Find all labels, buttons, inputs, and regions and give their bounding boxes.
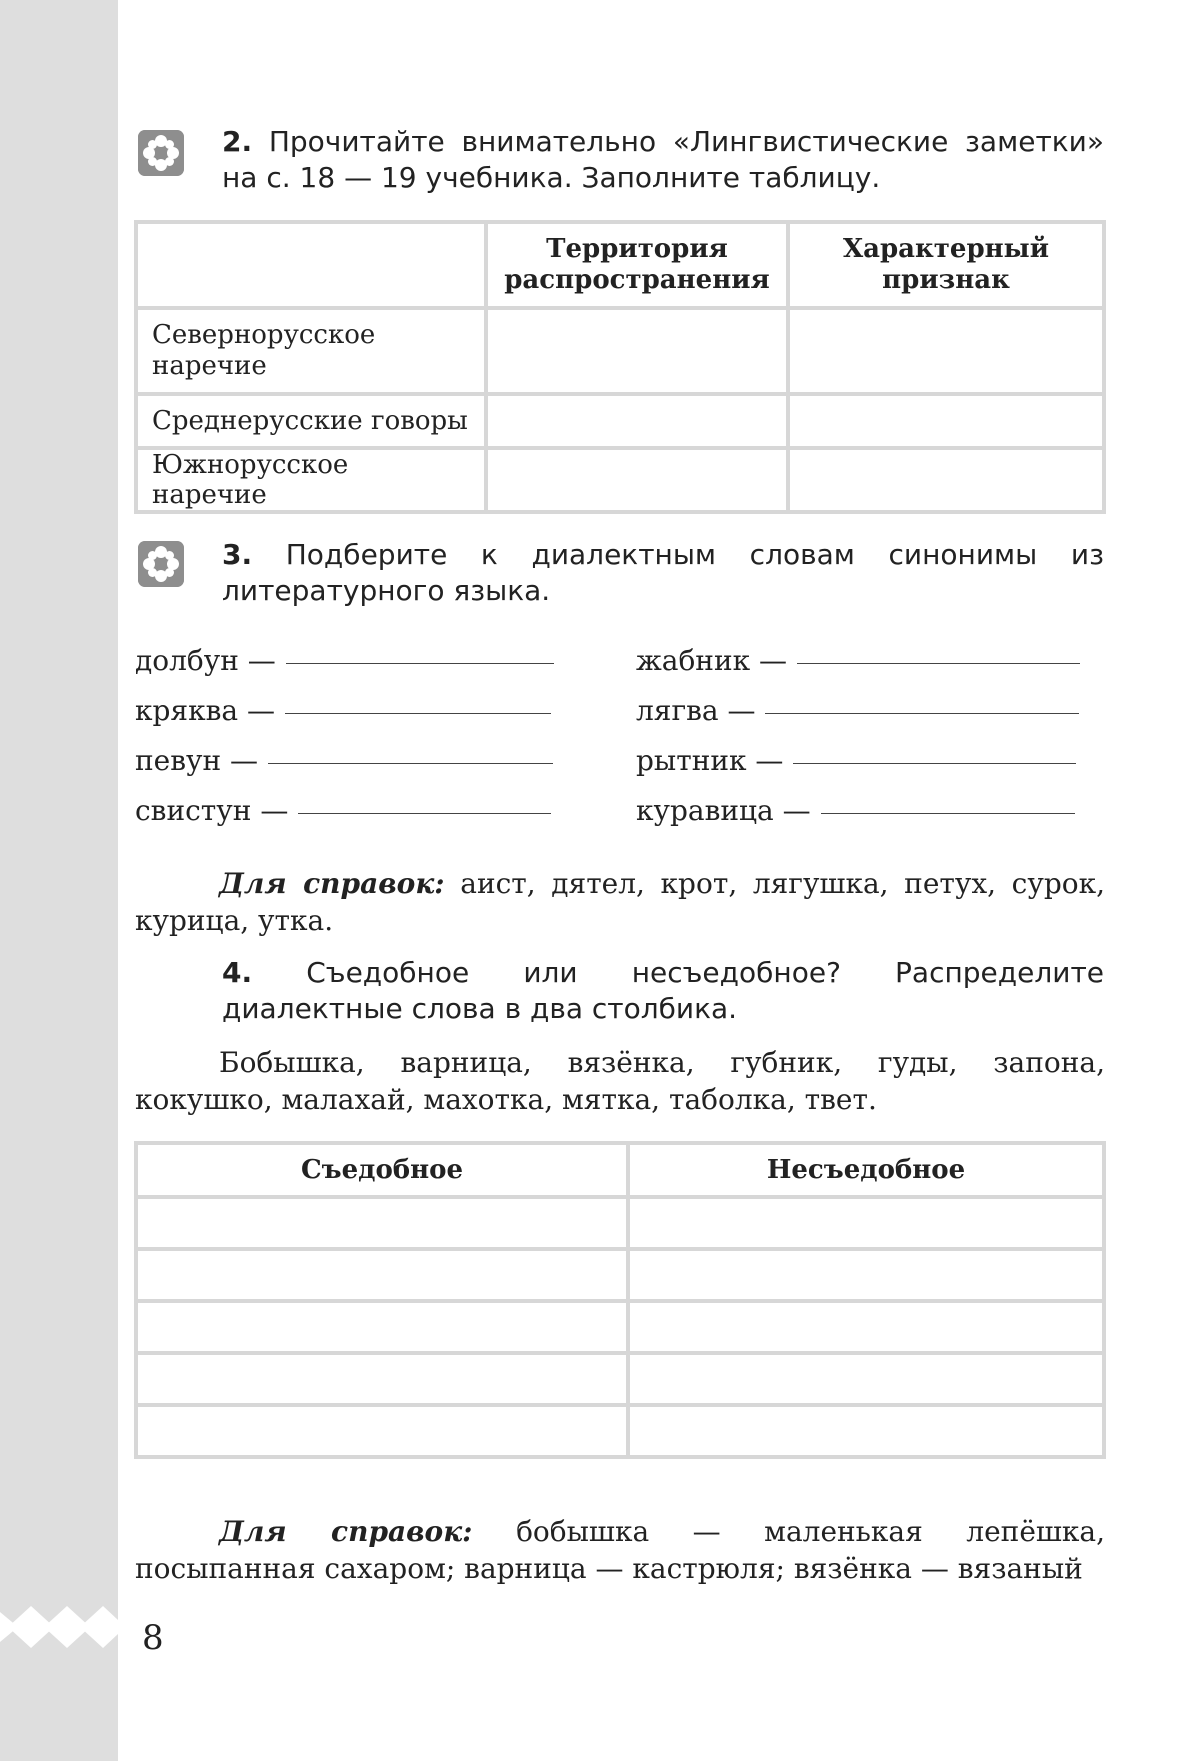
task2-instruction: [222, 124, 1104, 196]
answer-line[interactable]: [821, 812, 1075, 814]
inedible-cell[interactable]: [630, 1251, 1102, 1299]
dialect-word: жабник —: [636, 644, 788, 677]
dialect-table-header-territory: Территория распространения: [488, 224, 786, 306]
answer-line[interactable]: [298, 812, 551, 814]
dialect-word: долбун —: [135, 644, 276, 677]
table-row: [138, 1303, 1102, 1351]
task2-text: Прочитайте внимательно «Лингвистические заметки» на с. 18 — 19 учебника. Заполните таблицу.: [222, 125, 1104, 194]
task4-word-list: Бобышка, варница, вязёнка, губник, гуды, запона, кокушко, малахай, махотка, мятка, таболка, твет.: [135, 1046, 1105, 1116]
flower-icon: [138, 541, 184, 587]
dialect-table: [134, 220, 1106, 514]
dialect-table-header-empty: [138, 224, 484, 306]
task3-number: 3.: [222, 538, 253, 571]
feature-cell[interactable]: [790, 450, 1102, 510]
answer-line[interactable]: [793, 762, 1076, 764]
dialect-word: певун —: [135, 744, 259, 777]
answer-line[interactable]: [797, 662, 1080, 664]
task3-reference: [135, 865, 1105, 939]
flower-icon: [138, 130, 184, 176]
page-number: 8: [142, 1618, 164, 1658]
list-item: [636, 744, 1076, 777]
table-row: [138, 1355, 1102, 1403]
list-item: [135, 694, 551, 727]
edible-table: [134, 1141, 1106, 1459]
inedible-cell[interactable]: [630, 1407, 1102, 1455]
table-row: [138, 396, 1102, 446]
list-item: [636, 794, 1075, 827]
side-strip: [0, 0, 118, 1761]
edible-cell[interactable]: [138, 1355, 626, 1403]
reference-text: аист, дятел, крот, лягушка, петух, сурок, курица, утка.: [135, 867, 1106, 937]
task4-number: 4.: [222, 956, 253, 989]
reference-label: Для справок:: [219, 867, 445, 900]
table-row: [138, 450, 1102, 510]
feature-cell[interactable]: [790, 396, 1102, 446]
list-item: [135, 794, 551, 827]
inedible-cell[interactable]: [630, 1355, 1102, 1403]
dialect-table-header-feature: Характерный признак: [790, 224, 1102, 306]
answer-line[interactable]: [765, 712, 1079, 714]
table-row: [138, 1407, 1102, 1455]
task2-number: 2.: [222, 125, 253, 158]
task4-instruction: [222, 955, 1104, 1027]
table-row: [138, 1251, 1102, 1299]
answer-line[interactable]: [285, 712, 551, 714]
edible-cell[interactable]: [138, 1199, 626, 1247]
task4-text: Съедобное или несъедобное? Распределите диалектные слова в два столбика.: [222, 956, 1104, 1025]
inedible-cell[interactable]: [630, 1199, 1102, 1247]
list-item: [135, 744, 553, 777]
territory-cell[interactable]: [488, 310, 786, 392]
table-row: [138, 310, 1102, 392]
answer-line[interactable]: [286, 662, 554, 664]
feature-cell[interactable]: [790, 310, 1102, 392]
edible-cell[interactable]: [138, 1251, 626, 1299]
territory-cell[interactable]: [488, 450, 786, 510]
task3-instruction: [222, 537, 1104, 609]
edible-table-header-edible: Съедобное: [138, 1145, 626, 1195]
edible-cell[interactable]: [138, 1303, 626, 1351]
task4-reference: [135, 1513, 1105, 1587]
list-item: [135, 644, 554, 677]
dialect-word: лягва —: [636, 694, 756, 727]
list-item: [636, 644, 1080, 677]
dialect-name-cell: Севернорусское наречие: [138, 310, 484, 392]
dialect-name-cell: Среднерусские говоры: [138, 396, 484, 446]
task3-text: Подберите к диалектным словам синонимы из литературного языка.: [222, 538, 1104, 607]
list-item: [636, 694, 1079, 727]
dialect-name-cell: Южнорусское наречие: [138, 450, 484, 510]
dialect-word: рытник —: [636, 744, 784, 777]
dialect-word: кряква —: [135, 694, 275, 727]
reference-label: Для справок:: [219, 1515, 473, 1548]
edible-table-header-inedible: Несъедобное: [630, 1145, 1102, 1195]
territory-cell[interactable]: [488, 396, 786, 446]
table-row: [138, 1199, 1102, 1247]
reference-text: бобышка — маленькая лепёшка, посыпанная сахаром; варница — кастрюля; вязёнка — вязаный: [135, 1515, 1106, 1585]
answer-line[interactable]: [268, 762, 553, 764]
dialect-word: свистун —: [135, 794, 289, 827]
diamond-ornament: [0, 1592, 118, 1662]
inedible-cell[interactable]: [630, 1303, 1102, 1351]
edible-cell[interactable]: [138, 1407, 626, 1455]
dialect-word: куравица —: [636, 794, 811, 827]
